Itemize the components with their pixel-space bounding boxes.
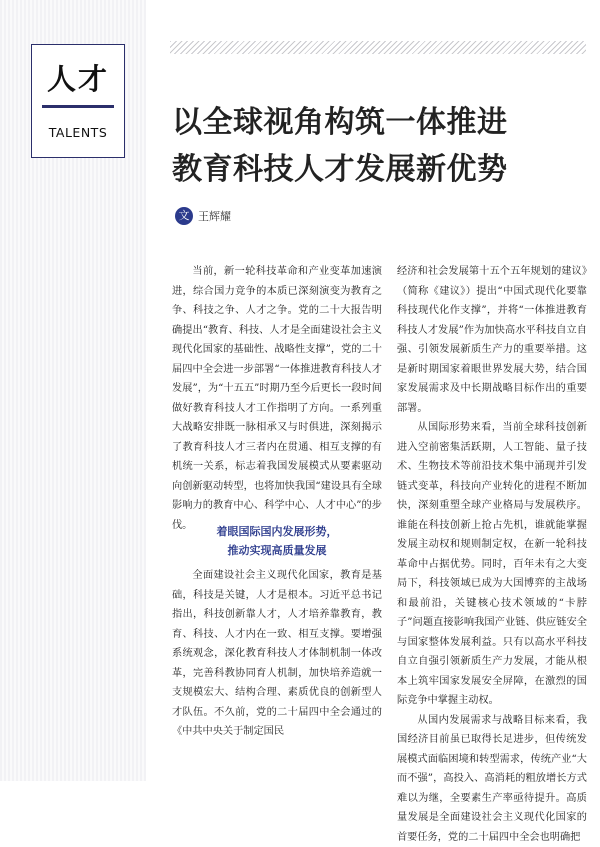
author-icon: 文 [175,207,193,225]
section-subheading [172,522,382,560]
subheading-line1: 着眼国际国内发展形势， [172,522,382,541]
section-label-cn: 人才 [32,57,124,98]
body-column-right [397,262,587,847]
subheading-line2: 推动实现高质量发展 [172,541,382,560]
body-column-left-bottom [172,566,382,742]
header-hatch-band [170,41,586,54]
paragraph-intro: 当前，新一轮科技革命和产业变革加速演进，综合国力竞争的本质已深刻演变为教育之争、科技之争、人才之争。党的二十大报告明确提出“教育、科技、人才是全面建设社会主义现代化国家的基础性、战略性支撑”，党的二十届四中全会进一步部署“一体推进教育科技人才发展”，为“十五五”时期乃至今后更长一段时间做好教育科技人才工作指明了方向。一系列重大战略安排既一脉相承又与时俱进，深刻揭示了教育科技人才三者内在贯通、相互支撑的有机统一关系，标志着我国发展模式从要素驱动向创新驱动转型，也将加快我国“建设具有全球影响力的教育中心、科学中心、人才中心”的步伐。 [172,262,382,535]
article-title-line1: 以全球视角构筑一体推进 [172,97,592,141]
author-name: 王辉耀 [198,208,231,224]
section-divider [42,105,114,108]
section-badge [31,44,125,158]
paragraph-foundation: 全面建设社会主义现代化国家，教育是基础，科技是关键，人才是根本。习近平总书记指出，科技创新靠人才，人才培养靠教育，教育、科技、人才内在一致、相互支撑。要增强系统观念，深化教育科技人才体制机制一体改革，完善科教协同育人机制，加快培养造就一支规模宏大、结构合理、素质优良的创新型人才队伍。不久前，党的二十届四中全会通过的《中共中央关于制定国民 [172,566,382,742]
paragraph-international: 从国际形势来看，当前全球科技创新进入空前密集活跃期，人工智能、量子技术、生物技术等前沿技术集中涌现并引发链式变革，科技向产业转化的进程不断加快，深刻重塑全球产业格局与发展秩序。谁能在科技创新上抢占先机，谁就能掌握发展主动权和规则制定权，在新一轮科技革命中占据优势。同时，百年未有之大变局下，科技领域已成为大国博弈的主战场和最前沿，关键核心技术领域的“卡脖子”问题直接影响我国产业链、供应链安全与国家整体发展利益。只有以高水平科技自立自强引领新质生产力发展，才能从根本上筑牢国家发展安全屏障，在激烈的国际竞争中掌握主动权。 [397,418,587,711]
body-column-left-top [172,262,382,535]
section-label-en: TALENTS [32,125,124,140]
paragraph-continued: 经济和社会发展第十五个五年规划的建议》（简称《建议》）提出“中国式现代化要靠科技现代化作支撑”，并将“一体推进教育科技人才发展”作为加快高水平科技自立自强、引领发展新质生产力的重要举措。这是新时期国家着眼世界发展大势，结合国家发展需求及中长期战略目标作出的重要部署。 [397,262,587,418]
paragraph-domestic: 从国内发展需求与战略目标来看，我国经济目前虽已取得长足进步，但传统发展模式面临困境和转型需求，传统产业“大而不强”，高投入、高消耗的粗放增长方式难以为继，全要素生产率亟待提升。高质量发展是全面建设社会主义现代化国家的首要任务，党的二十届四中全会也明确把 [397,711,587,847]
article-title-line2: 教育科技人才发展新优势 [172,144,592,188]
